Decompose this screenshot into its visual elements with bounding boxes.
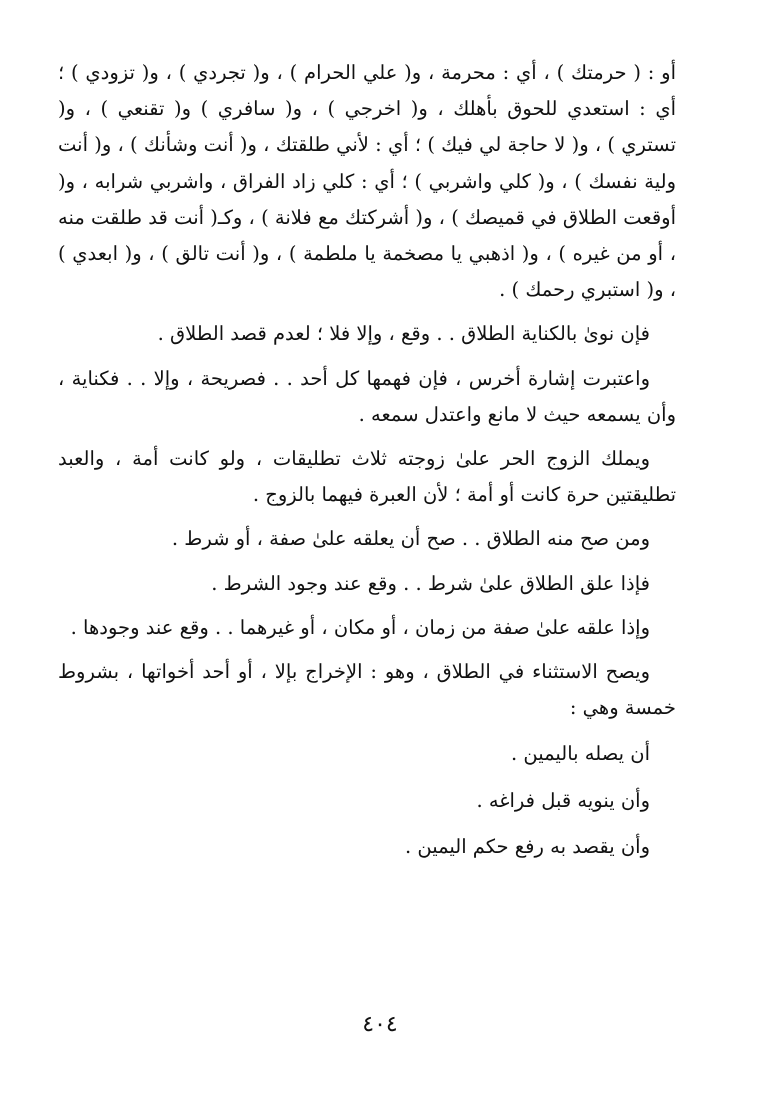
paragraph-intent: فإن نوىٰ بالكناية الطلاق . . وقع ، وإلا فلا ؛ لعدم قصد الطلاق . — [157, 322, 650, 346]
paragraph-conditional-divorce: ومن صح منه الطلاق . . صح أن يعلقه علىٰ صفة ، أو شرط . — [171, 527, 650, 551]
paragraph-three-divorces: ويملك الزوج الحر علىٰ زوجته ثلاث تطليقات ، ولو كانت أمة ، والعبد تطليقتين حرة كانت أو أمة ؛ لأن العبرة فيهما بالزوج . — [58, 447, 676, 507]
page-body — [58, 55, 676, 865]
list-item-condition-3: وأن يقصد به رفع حكم اليمين . — [404, 834, 650, 858]
paragraph-exception-rules: ويصح الاستثناء في الطلاق ، وهو : الإخراج بإلا ، أو أحد أخواتها ، بشروط خمسة وهي : — [58, 660, 676, 720]
paragraph-condition-occurs: فإذا علق الطلاق علىٰ شرط . . وقع عند وجود الشرط . — [211, 571, 650, 595]
list-item-condition-1: أن يصله باليمين . — [511, 742, 650, 766]
paragraph-attribute-time-place: وإذا علقه علىٰ صفة من زمان ، أو مكان ، أو غيرهما . . وقع عند وجودها . — [70, 615, 650, 639]
list-item-condition-2: وأن ينويه قبل فراغه . — [476, 788, 650, 812]
paragraph-kinayat-list: أو : ( حرمتك ) ، أي : محرمة ، و( علي الحرام ) ، و( تجردي ) ، و( تزودي ) ؛ أي : استعدي للحوق بأهلك ، و( اخرجي ) ، و( سافري ) و( تقنعي ) ، و( تستري ) ، و( لا حاجة لي فيك ) ؛ أي : لأني طلقتك ، و( أنت وشأنك ) ، و( أنت ولية نفسك ) ، و( كلي واشربي ) ؛ أي : كلي زاد الفراق ، واشربي شرابه ، و( أوقعت الطلاق في قميصك ) ، و( أشركتك مع فلانة ) ، وكـ( أنت قد طلقت منه ، أو من غيره ) ، و( اذهبي يا مصخمة يا ملطمة ) ، و( أنت تالق ) ، و( ابعدي ) ، و( استبري رحمك ) . — [58, 61, 676, 302]
page-number: ٤٠٤ — [362, 1012, 398, 1037]
paragraph-mute-sign: واعتبرت إشارة أخرس ، فإن فهمها كل أحد . . فصريحة ، وإلا . . فكناية ، وأن يسمعه حيث لا مانع واعتدل سمعه . — [58, 366, 676, 426]
